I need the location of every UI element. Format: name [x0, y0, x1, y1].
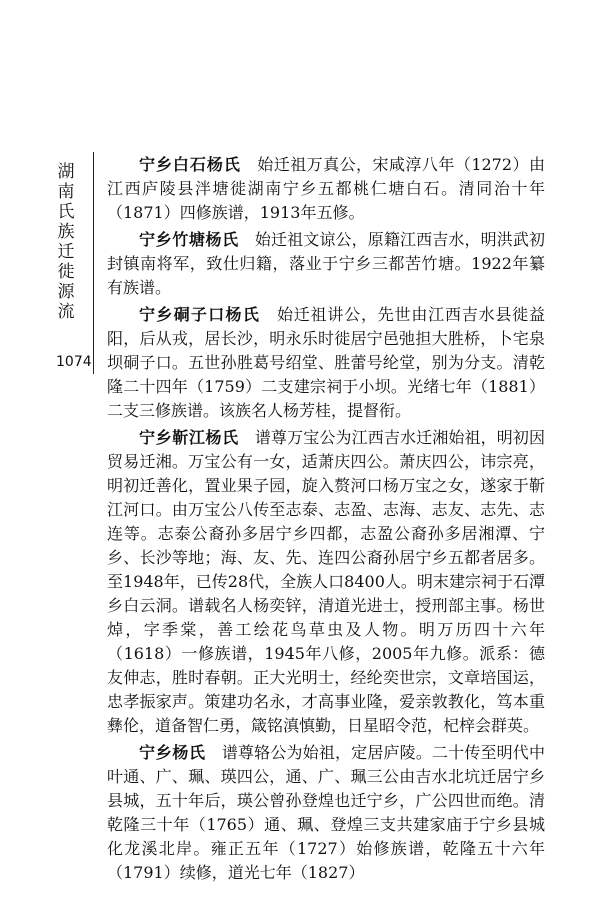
entry-heading: 宁乡杨氏 — [139, 743, 206, 762]
entry-heading: 宁乡靳江杨氏 — [139, 428, 239, 447]
entry-tongzikou-yang — [107, 303, 545, 423]
entry-ningxiang-yang — [107, 741, 545, 885]
side-rule — [93, 152, 94, 374]
entry-text: 谱尊万宝公为江西吉水迁湘始祖，明初因贸易迁湘。万宝公有一女，适萧庆四公。萧庆四公，讳宗亮，明初迁善化，置业果子园，旋入赘河口杨万宝之女，遂家于靳江河口。由万宝公八传至志泰、志盈、志海、志友、志先、志连等。志泰公裔孙多居宁乡四都，志盈公裔孙多居湘潭、宁乡、长沙等地；海、友、先、连四公裔孙居宁乡五都者居多。至1948年，已传28代，全族人口8400人。明末建宗祠于石潭乡白云洞。谱载名人杨奕锌，清道光进士，授刑部主事。杨世焯，字季棠，善工绘花鸟草虫及人物。明万历四十六年（1618）一修族谱，1945年八修，2005年九修。派系：德友伸志，胜时春朝。正大光明士，经纶奕世宗，文章培国运，忠孝振家声。策建功名永，才高事业隆，爱亲敦教化，笃本重彝伦，道备智仁勇，箴铭滇慎勤，日星昭令范，杞梓会群英。 — [107, 428, 545, 735]
page-number: 1074 — [56, 354, 92, 370]
entry-text: 始迁祖文谅公，原籍江西吉水，明洪武初封镇南将军，致仕归籍，落业于宁乡三都苦竹塘。1922年纂有族谱。 — [107, 230, 545, 297]
entry-text: 始迁祖讲公，先世由江西吉水县徙益阳，后从戎，居长沙，明永乐时徙居宁邑弛担大胜桥，卜宅泉坝硐子口。五世孙胜葛号绍堂、胜蕾号纶堂，别为分支。清乾隆二十四年（1759）二支建宗祠于小坝。光绪七年（1881）二支三修族谱。该族名人杨芳桂，提督衔。 — [107, 305, 545, 420]
entry-text: 谱尊辂公为始祖，定居庐陵。二十传至明代中叶通、广、珮、瑛四公，通、广、珮三公由吉水北坑迁居宁乡县城，五十年后，瑛公曾孙登煌也迁宁乡，广公四世而绝。清乾隆三十年（1765）通、珮、登煌三支共建家庙于宁乡县城化龙溪北岸。雍正五年（1727）始修族谱，乾隆五十六年（1791）续修，道光七年（1827） — [107, 743, 545, 882]
entry-baishi-yang — [107, 153, 545, 225]
side-title: 湖南氏族迁徙源流 — [57, 162, 75, 322]
entry-heading: 宁乡竹塘杨氏 — [139, 230, 239, 249]
entry-zhutang-yang — [107, 228, 545, 300]
entry-jinjiang-yang — [107, 426, 545, 738]
entry-heading: 宁乡白石杨氏 — [139, 155, 241, 174]
entry-text: 始迁祖万真公，宋咸淳八年（1272）由江西庐陵县泮塘徙湖南宁乡五都桃仁塘白石。清同治十年（1871）四修族谱，1913年五修。 — [107, 155, 545, 222]
entry-heading: 宁乡硐子口杨氏 — [139, 305, 261, 324]
page-body — [107, 153, 545, 888]
